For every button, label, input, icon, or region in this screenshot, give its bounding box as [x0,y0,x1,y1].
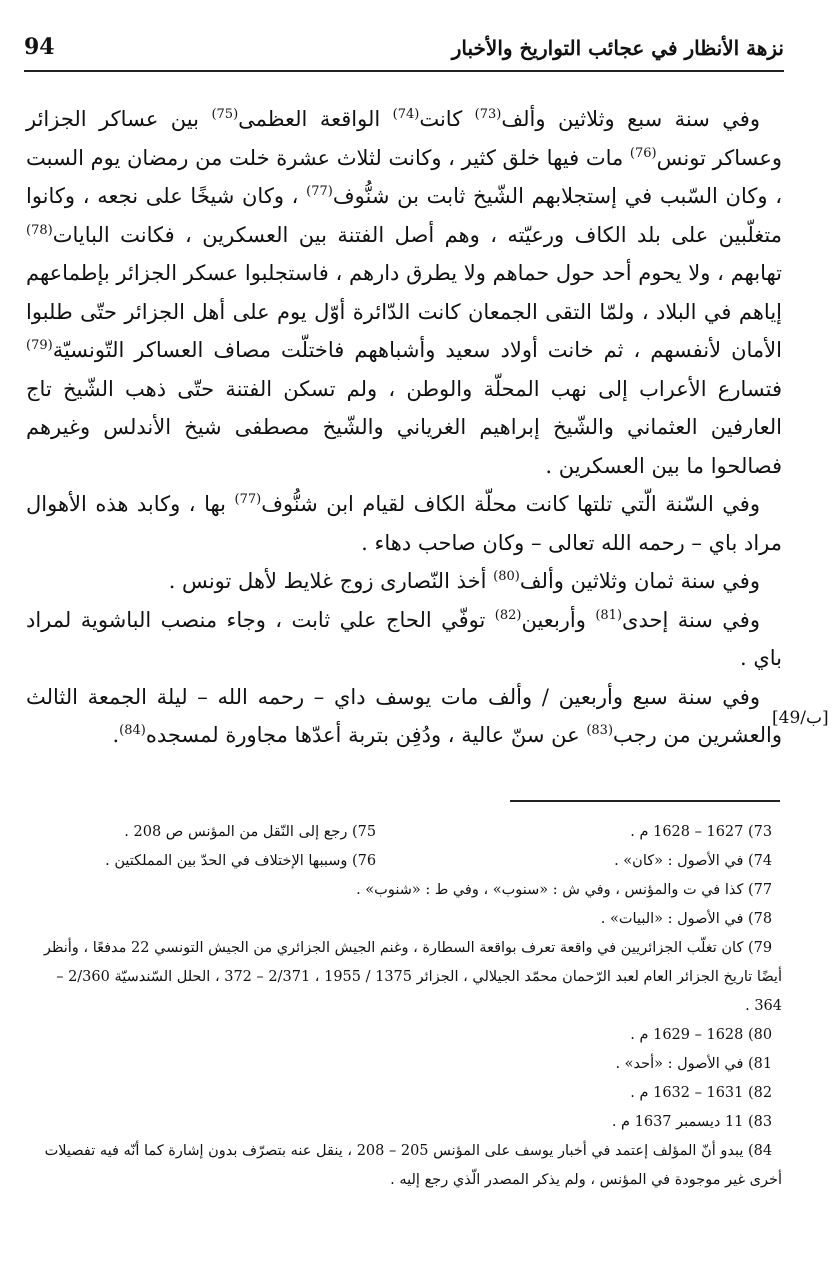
footnotes-secondary [66,818,386,876]
footnote: (78 في الأصول : «البيات» . [600,911,773,927]
footnote: (80 1628 – 1629 م . [630,1027,773,1043]
header-rule [24,70,784,72]
footnote: (73 1627 – 1628 م . [630,824,773,840]
footnote: (79 كان تغلّب الجزائريين في واقعة تعرف بواقعة السطارة ، وغنم الجيش الجزائري من الجيش التونسي 22 مدفعًا ، وأنظر أيضًا تاريخ الجزائر العام لعبد الرّحمان محمّد الجيلالي ، الجزائر 1375 / 1955 ، 2/371 – 372 ، الحلل السّندسيّة 2/360 – 364 . [43,940,782,1014]
page-header [24,28,784,68]
paragraph: وفي السّنة الّتي تلتها كانت محلّة الكاف لقيام ابن شنُّوف$^{(77)}$ بها ، وكابد هذه الأهوال مراد باي – رحمه الله تعالى – وكان صاحب دهاء . [26,492,782,555]
paragraph: وفي سنة سبع وأربعين / وألف مات يوسف داي – رحمه الله – ليلة الجمعة الثالث والعشرين من رجب$^{(83)}$ عن سنّ عالية ، ودُفِن بتربة أعدّها مجاورة لمسجده$^{(84)}$. [26,684,782,747]
footnote-rule [510,800,780,802]
footnote: (74 في الأصول : «كان» . [614,853,773,869]
footnote: (81 في الأصول : «أحد» . [615,1056,773,1072]
running-title: نزهة الأنظار في عجائب التواريخ والأخبار [451,36,784,60]
footnote: (83 11 ديسمبر 1637 م . [611,1114,773,1130]
footnote: (77 كذا في ت والمؤنس ، وفي ش : «سنوب» ، وفي ط : «شنوب» . [356,882,773,898]
paragraph: وفي سنة إحدى$^{(81)}$ وأربعين$^{(82)}$ توفّي الحاج علي ثابت ، وجاء منصب الباشوية لمراد باي . [26,607,782,670]
paragraph: وفي سنة سبع وثلاثين وألف$^{(73)}$ كانت$^{(74)}$ الواقعة العظمى$^{(75)}$ بين عساكر الجزائر وعساكر تونس$^{(76)}$ مات فيها خلق كثير ، وكانت لثلاث عشرة خلت من رمضان يوم السبت ، وكان السّبب في إستجلابهم الشّيخ ثابت بن شنُّوف$^{(77)}$ ، وكان شيخًا على نجعه ، وكانوا متغلّبين على بلد الكاف ورعيّته ، وهم أصل الفتنة بين العسكرين ، فكانت البايات$^{(78)}$ تهابهم ، ولا يحوم أحد حول حماهم ولا يطرق دارهم ، فاستجلبوا عسكر الجزائر بإطماعهم إياهم في البلاد ، ولمّا التقى الجمعان كانت الدّائرة أوّل يوم على أهل الجزائر حتّى طلبوا الأمان لأنفسهم ، ثم خانت أولاد سعيد وأشباههم فاختلّت مصاف العساكر التّونسيّة$^{(79)}$ فتسارع الأعراب إلى نهب المحلّة والوطن ، ولم تسكن الفتنة حتّى ذهب الشّيخ تاج العارفين العثماني والشّيخ إبراهيم الغرياني والشّيخ مصطفى شيخ الأندلس وغيرهم فصالحوا ما بين العسكرين . [26,107,783,478]
footnote: (84 يبدو أنّ المؤلف إعتمد في أخبار يوسف على المؤنس 205 – 208 ، ينقل عنه بتصرّف بدون إشارة كما أنّه فيه تفصيلات أخرى غير موجودة في المؤنس ، ولم يذكر المصدر الّذي رجع إليه . [44,1143,782,1188]
body-text [26,100,782,755]
page-number: 94 [24,34,55,60]
folio-margin-note: [49/ب] [772,708,829,728]
footnote: (82 1631 – 1632 م . [630,1085,773,1101]
footnote: (75 رجع إلى النّقل من المؤنس ص 208 . [124,824,377,840]
footnote: (76 وسببها الإختلاف في الحدّ بين المملكتين . [105,853,377,869]
paragraph: وفي سنة ثمان وثلاثين وألف$^{(80)}$ أخذ النّصارى زوج غلايط لأهل تونس . [168,569,760,593]
